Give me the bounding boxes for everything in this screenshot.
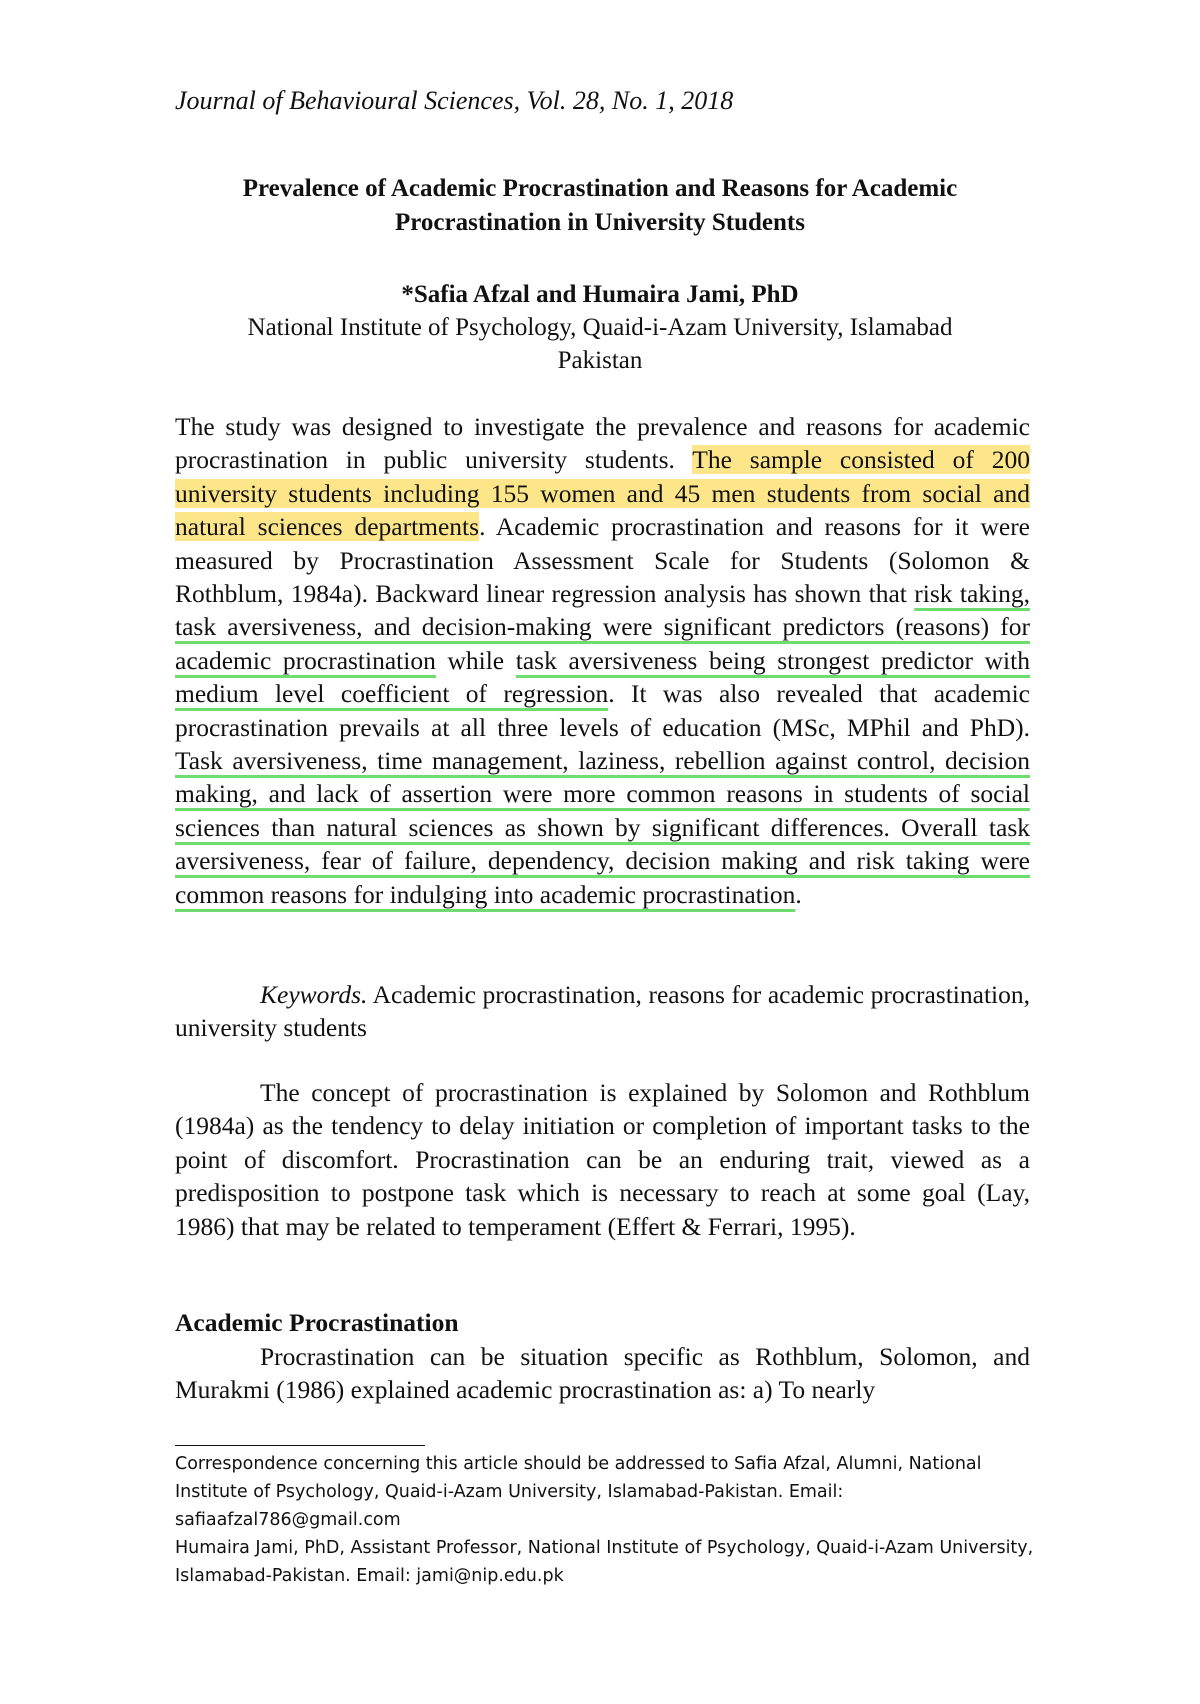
abstract-text: The study was designed to investigate the prevalence and reasons for academic procrastination in public university students.	[175, 412, 1030, 475]
abstract-text: while	[435, 645, 516, 675]
keywords-label: Keywords.	[260, 980, 368, 1009]
footnotes	[175, 1450, 1045, 1590]
underlined-text[interactable]: Task aversiveness, time management, laziness, rebellion against control, decision making, and lack of assertion were more common reasons in students of social sciences than natural sciences as shown by significant differences. Overall task aversiveness, fear of failure, dependency, decision making and risk taking were common reasons for indulging into academic procrastination	[175, 746, 1030, 909]
article-title-line-2: Procrastination in University Students	[395, 209, 805, 236]
abstract-text: . Academic procrastination and reasons for it were measured by Procrastination Assessment Scale for Students (Solomon & Rothblum, 1984a). Backward linear regression analysis has shown that	[175, 512, 1030, 609]
affiliation-line-1: National Institute of Psychology, Quaid-i-Azam University, Islamabad	[247, 314, 953, 341]
affiliation-line-2: Pakistan	[557, 347, 643, 374]
footnote-second-author: Humaira Jami, PhD, Assistant Professor, National Institute of Psychology, Quaid-i-Azam University, Islamabad-Pakistan. Email: jami@nip.edu.pk	[175, 1538, 1034, 1586]
article-title-line-1: Prevalence of Academic Procrastination and Reasons for Academic	[242, 175, 958, 202]
abstract-text: . It was also revealed that academic procrastination prevails at all three levels of education (MSc, MPhil and PhD).	[175, 679, 1030, 742]
intro-paragraph: The concept of procrastination is explained by Solomon and Rothblum (1984a) as the tendency to delay initiation or completion of important tasks to the point of discomfort. Procrastination can be an enduring trait, viewed as a predisposition to postpone task which is necessary to reach at some goal (Lay, 1986) that may be related to temperament (Effert & Ferrari, 1995).	[175, 1078, 1030, 1241]
article-authors: *Safia Afzal and Humaira Jami, PhD	[401, 281, 799, 308]
abstract-text: .	[795, 879, 802, 909]
author-affiliation	[140, 311, 1060, 377]
footnote-correspondence: Correspondence concerning this article should be addressed to Safia Afzal, Alumni, National Institute of Psychology, Quaid-i-Azam University, Islamabad-Pakistan. Email: safiaafzal786@gmail.com	[175, 1454, 982, 1530]
abstract	[175, 410, 1030, 911]
article-title	[140, 172, 1060, 240]
section-heading: Academic Procrastination	[175, 1308, 459, 1337]
underlined-text[interactable]: task aversiveness being strongest predictor with medium level coefficient of regression	[175, 645, 1030, 709]
journal-header: Journal of Behavioural Sciences, Vol. 28, No. 1, 2018	[175, 86, 734, 115]
underlined-text[interactable]: risk taking, task aversiveness, and decision-making were significant predictors (reasons) for academic procrastination	[175, 579, 1030, 675]
footnote-divider	[175, 1445, 425, 1446]
highlighted-text[interactable]: The sample consisted of 200 university students including 155 women and 45 men students from social and natural sciences departments	[175, 445, 1030, 542]
keywords-text: Academic procrastination, reasons for academic procrastination, university students	[175, 980, 1030, 1043]
keywords	[175, 978, 1030, 1045]
section-paragraph: Procrastination can be situation specific as Rothblum, Solomon, and Murakmi (1986) explained academic procrastination as: a) To nearly	[175, 1342, 1030, 1405]
